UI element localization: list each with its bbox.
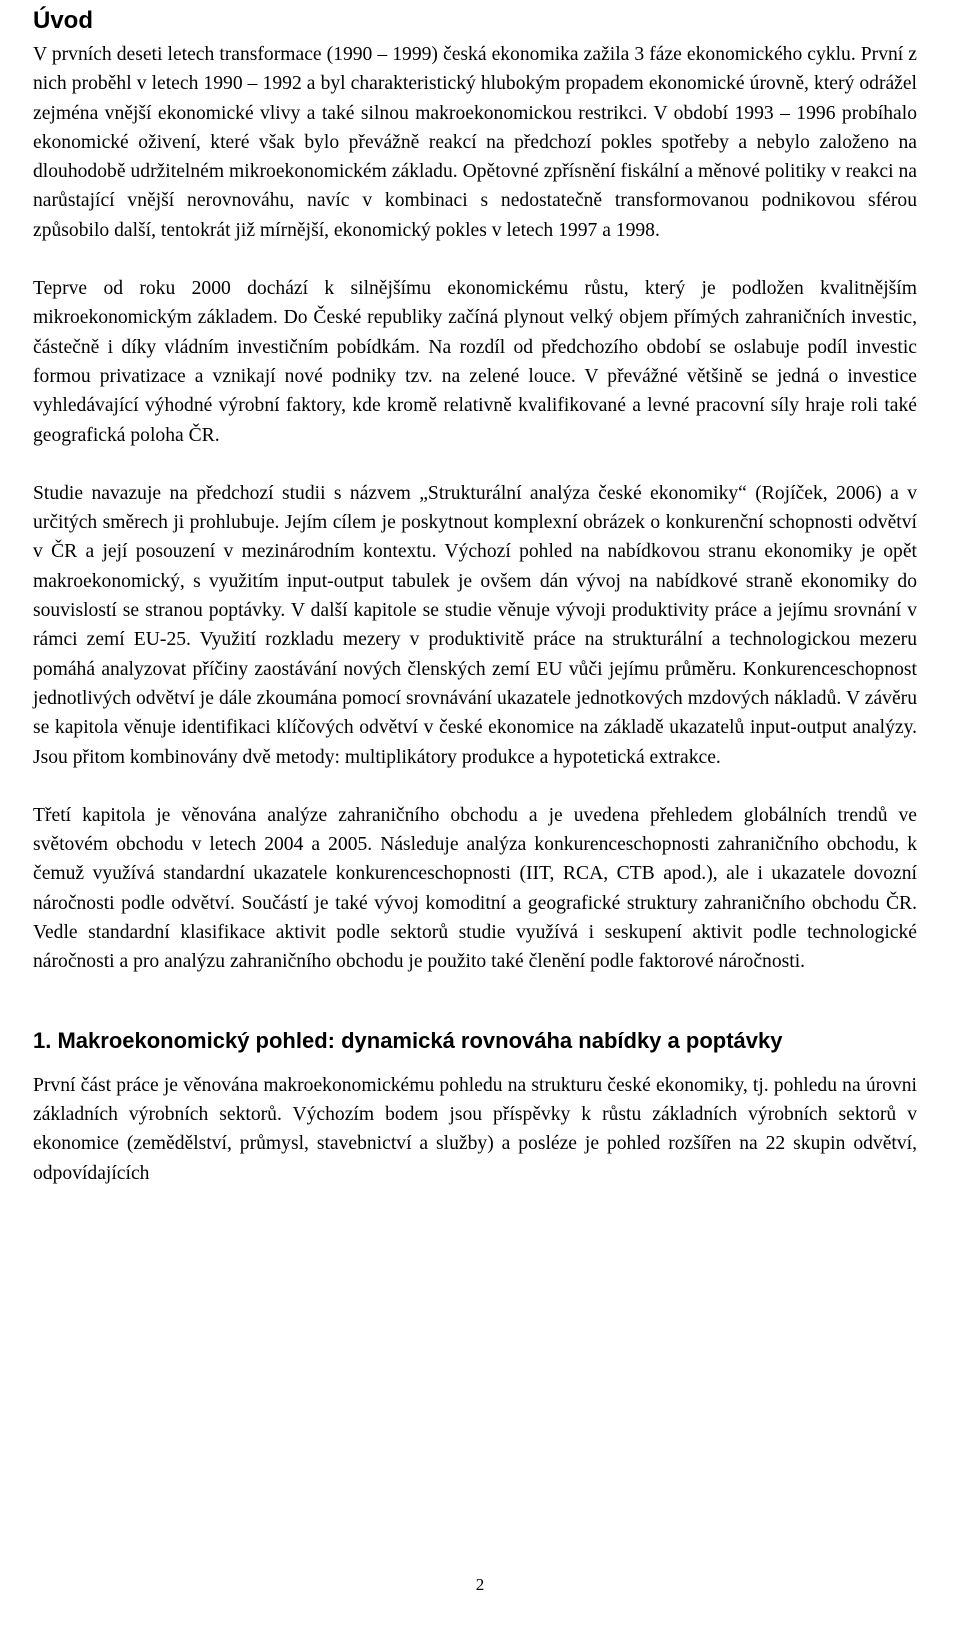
page-number: 2	[475, 1575, 485, 1594]
section-1-paragraph-1: První část práce je věnována makroekonomickému pohledu na strukturu české ekonomiky, tj. pohledu na úrovni základních výrobních sektorů. Výchozím bodem jsou příspěvky k růstu základních výrobních sektorů v ekonomice (zemědělství, průmysl, stavebnictví a služby) a posléze je pohled rozšířen na 22 skupin odvětví, odpovídajících	[33, 1074, 917, 1184]
intro-paragraph-1: V prvních deseti letech transformace (1990 – 1999) česká ekonomika zažila 3 fáze ekonomického cyklu. První z nich proběhl v letech 1990 – 1992 a byl charakteristický hlubokým propadem ekonomické úrovně, který odrážel zejména vnější ekonomické vlivy a také silnou makroekonomickou restrikci. V období 1993 – 1996 probíhalo ekonomické oživení, které však bylo převážně reakcí na předchozí pokles spotřeby a nebylo založeno na dlouhodobě udržitelném mikroekonomickém základu. Opětovné zpřísnění fiskální a měnové politiky v reakci na narůstající vnější nerovnováhu, navíc v kombinaci s nedostatečně transformovanou podnikovou sférou způsobilo další, tentokrát již mírnější, ekonomický pokles v letech 1997 a 1998.	[33, 44, 917, 241]
intro-paragraph-4: Třetí kapitola je věnována analýze zahraničního obchodu a je uvedena přehledem globálních trendů ve světovém obchodu v letech 2004 a 2005. Následuje analýza konkurenceschopnosti zahraničního obchodu, k čemuž využívá standardní ukazatele konkurenceschopnosti (IIT, RCA, CTB apod.), ale i ukazatele dovozní náročnosti podle odvětví. Součástí je také vývoj komoditní a geografické struktury zahraničního obchodu ČR. Vedle standardní klasifikace aktivit podle sektorů studie využívá i seskupení aktivit podle technologické náročnosti a pro analýzu zahraničního obchodu je použito také členění podle faktorové náročnosti.	[33, 804, 917, 973]
section-1-heading: 1. Makroekonomický pohled: dynamická rovnováha nabídky a poptávky	[33, 1027, 783, 1053]
intro-heading: Úvod	[33, 7, 93, 34]
intro-paragraph-3: Studie navazuje na předchozí studii s názvem „Strukturální analýza české ekonomiky“ (Rojíček, 2006) a v určitých směrech ji prohlubuje. Jejím cílem je poskytnout komplexní obrázek o konkurenční schopnosti odvětví v ČR a její posouzení v mezinárodním kontextu. Výchozí pohled na nabídkovou stranu ekonomiky je opět makroekonomický, s využitím input-output tabulek je ovšem dán vývoj na nabídkové straně ekonomiky do souvislostí se stranou poptávky. V další kapitole se studie věnuje vývoji produktivity práce a jejímu srovnání v rámci zemí EU-25. Využití rozkladu mezery v produktivitě práce na strukturální a technologickou mezeru pomáhá analyzovat příčiny zaostávání nových členských zemí EU vůči jejímu průměru. Konkurenceschopnost jednotlivých odvětví je dále zkoumána pomocí srovnávání ukazatele jednotkových mzdových nákladů. V závěru se kapitola věnuje identifikaci klíčových odvětví v české ekonomice na základě ukazatelů input-output analýzy. Jsou přitom kombinovány dvě metody: multiplikátory produkce a hypotetická extrakce.	[33, 482, 917, 768]
intro-paragraph-2: Teprve od roku 2000 dochází k silnějšímu ekonomickému růstu, který je podložen kvalitnějším mikroekonomickým základem. Do České republiky začíná plynout velký objem přímých zahraničních investic, částečně i díky vládním investičním pobídkám. Na rozdíl od předchozího období se oslabuje podíl investic formou privatizace a vznikají nové podniky tzv. na zelené louce. V převážné většině se jedná o investice vyhledávající výhodné výrobní faktory, kde kromě relativně kvalifikované a levné pracovní síly hraje roli také geografická poloha ČR.	[33, 278, 917, 446]
document-page	[33, 0, 917, 1217]
